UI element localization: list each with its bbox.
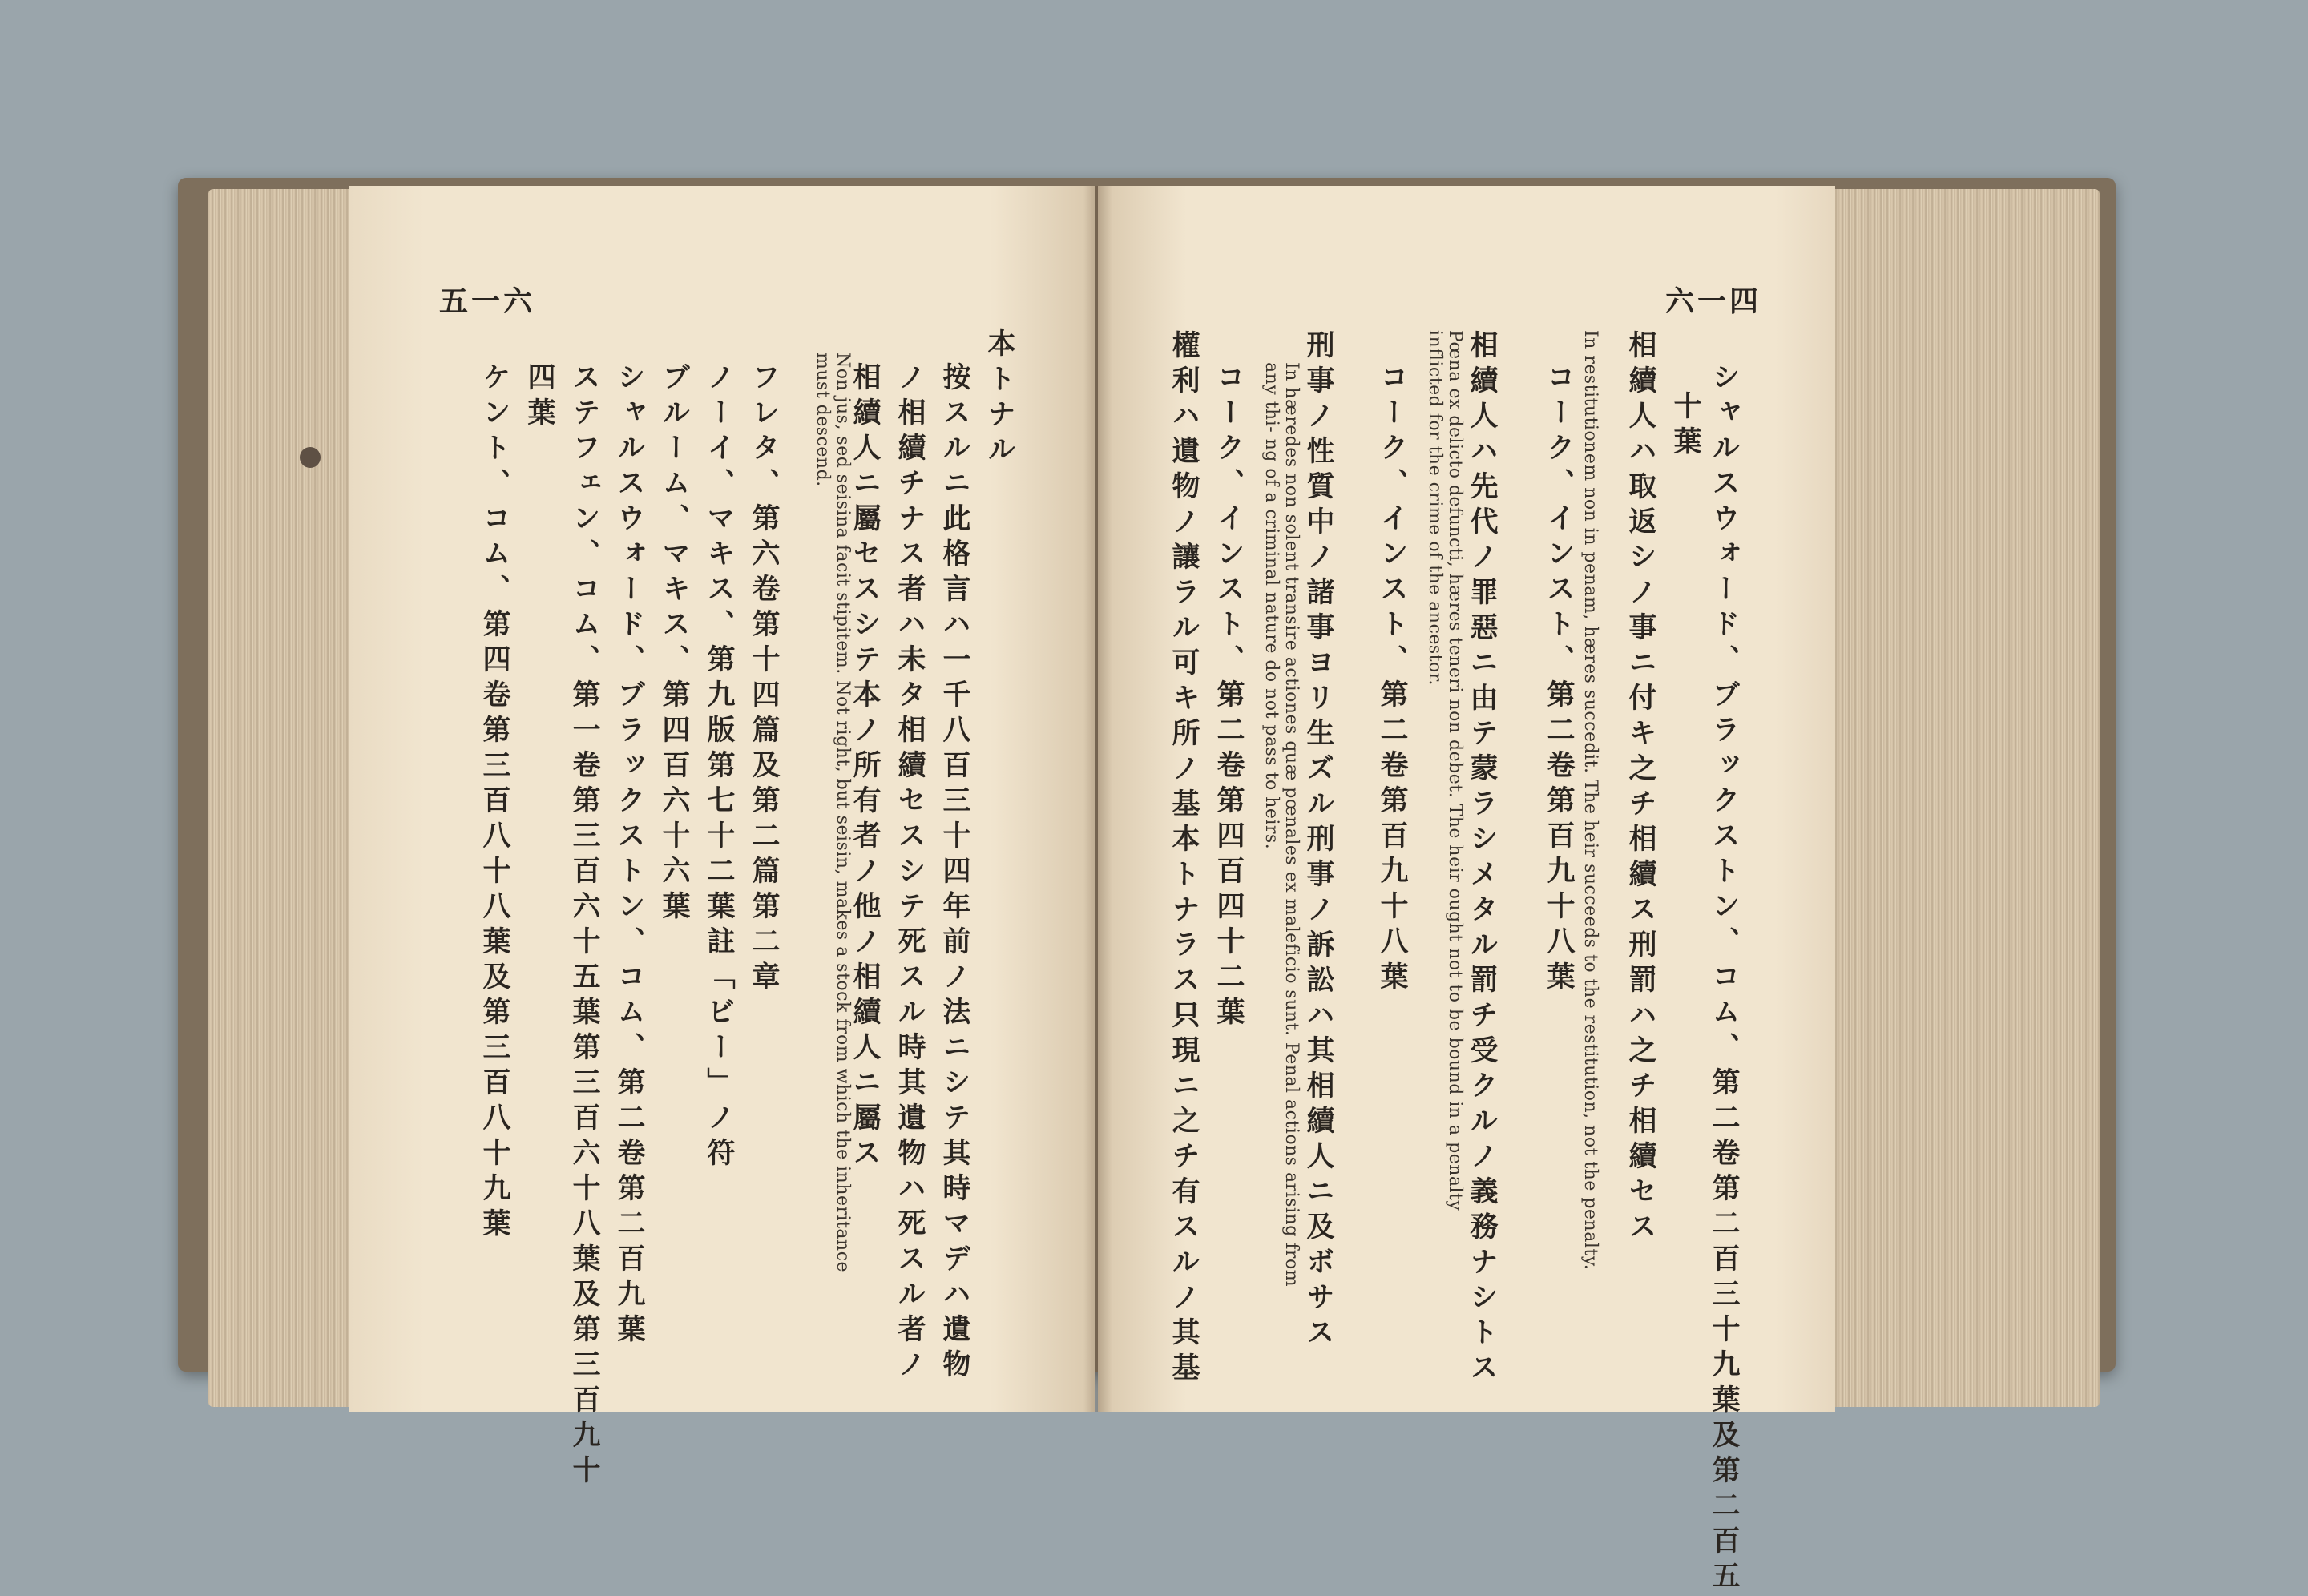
right-line-8: 相續人ハ先代ノ罪惡ニ由テ蒙ラシメタル罰チ受クルノ義務ナシトス xyxy=(1466,330,1499,1388)
left-line-3: ノ相續チナス者ハ未タ相續セスシテ死スル時其遺物ハ死スル者ノ xyxy=(894,362,926,1384)
left-line-1: 本トナル xyxy=(983,328,1016,470)
left-page-edges xyxy=(208,189,361,1407)
book-gutter xyxy=(1083,186,1112,1412)
left-line-11: 四葉 xyxy=(523,362,556,433)
right-line-6: Pœna ex delicto defuncti, hæres teneri non debet. The heir ought not to be bound in a penalty inflicted for the crime of the ancestor. xyxy=(1425,330,1465,1211)
left-line-2: 按スルニ此格言ハ一千八百三十四年前ノ法ニシテ其時マデハ遺物 xyxy=(938,362,971,1384)
left-page-number: 五一六 xyxy=(439,284,536,318)
left-line-7: フレタ、第六卷第十四篇及第二篇第二章 xyxy=(748,362,781,997)
right-line-4: In restitutionem non in penam, hæres succedit. The heir succeeds to the restitution, not the penalty. xyxy=(1580,330,1600,1271)
right-line-9: コーク、インスト、第二卷第百九十八葉 xyxy=(1376,362,1409,997)
right-line-1: シャルスウォード、ブラックストン、コム、第二卷第二百三十九葉及第二百五 xyxy=(1708,362,1741,1596)
right-line-2: 十葉 xyxy=(1669,391,1702,461)
left-line-4: 相續人ニ屬セスシテ本ノ所有者ノ他ノ相續人ニ屬ス xyxy=(849,362,882,1173)
left-line-8: ノーイ、マキス、第九版第七十二葉註「ビー」ノ符 xyxy=(703,362,736,1173)
right-line-10: In hæredes non solent transire actiones quæ pœnales ex maleficio sunt. Penal actions arising from any thi- ng of a criminal nature do not pass to heirs. xyxy=(1261,362,1301,1288)
right-line-3: 相續人ハ取返シノ事ニ付キ之チ相續ス刑罰ハ之チ相續セス xyxy=(1624,330,1657,1247)
right-line-5: コーク、インスト、第二卷第百九十八葉 xyxy=(1543,362,1576,997)
right-line-13: コーク、インスト、第二卷第四百四十二葉 xyxy=(1213,362,1245,1032)
right-line-12: 刑事ノ性質中ノ諸事ヨリ生ズル刑事ノ訴訟ハ其相續人ニ及ボサス xyxy=(1302,330,1335,1352)
right-line-14: 權利ハ遺物ノ讓ラル可キ所ノ基本トナラス只現ニ之チ有スルノ其基 xyxy=(1168,330,1200,1388)
left-line-13: ケント、コム、第四卷第三百八十八葉及第三百八十九葉 xyxy=(478,362,511,1243)
left-line-5: Non jus, sed seisina facit stipitem. Not right, but seisin, makes a stock from which the inheritance must descend. xyxy=(813,353,853,1273)
right-page-number: 六一四 xyxy=(1665,284,1762,318)
left-line-12: ステフェン、コム、第一卷第三百六十五葉第三百六十八葉及第三百九十 xyxy=(568,362,601,1490)
binding-hole xyxy=(300,447,321,468)
left-line-9: ブルーム、マキス、第四百六十六葉 xyxy=(658,362,691,926)
left-line-10: シャルスウォード、ブラックストン、コム、第二卷第二百九葉 xyxy=(613,362,646,1349)
right-page-edges xyxy=(1819,189,2100,1407)
